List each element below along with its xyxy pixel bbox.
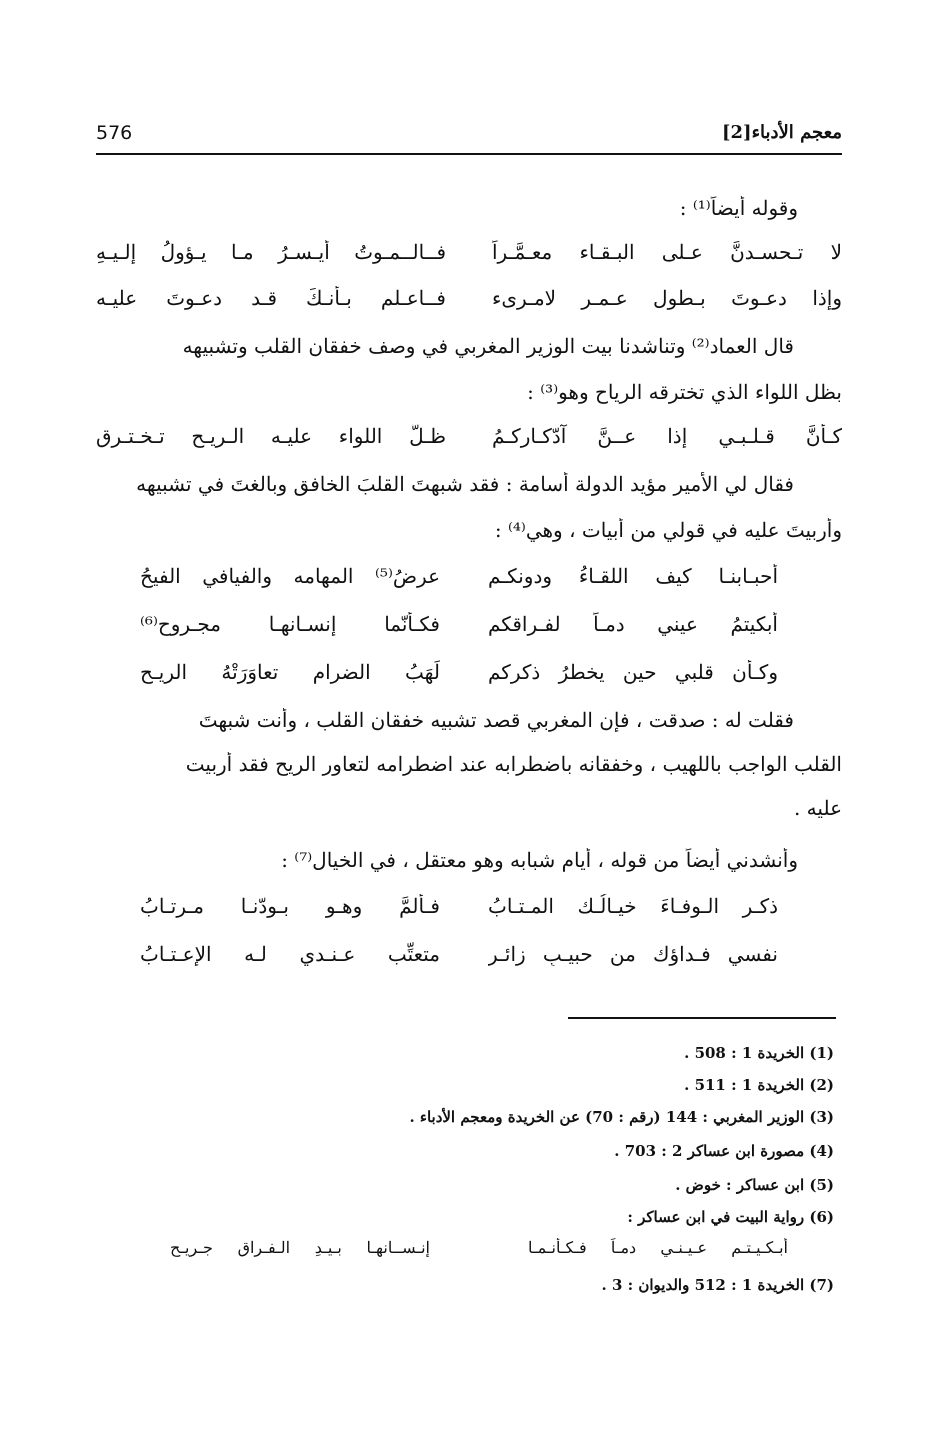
- paragraph-3-line-2: القلب الواجب باللهيب ، وخفقانه باضطرابه عند اضطرامه لتعاور الريح فقد أربيت: [185, 752, 842, 776]
- verse-5-second-hemistich: فكـأنّما إنسـانهـا مجـروح⁽⁶⁾: [140, 612, 440, 636]
- verse-line-6: [140, 660, 778, 700]
- verse-line-1: [96, 240, 842, 280]
- page-number: 576: [96, 122, 133, 144]
- running-head: [96, 122, 842, 152]
- verse-1-second-hemistich: فــالــمـوتُ أيـسـرُ مـا يـؤولُ إلـيـهِ: [96, 240, 446, 264]
- paragraph-2-line-1: فقال لي الأمير مؤيد الدولة أسامة : فقد شبهتَ القلبَ الخافق وبالغتَ في تشبيهه: [136, 472, 794, 496]
- verse-5-first-hemistich: أبكيتمُ عيني دمـاً لفـراقكم: [488, 612, 778, 636]
- verse-6-first-hemistich: وكـأن قلبي حين يخطرُ ذكركم: [488, 660, 778, 684]
- footnote-2: (2) الخريدة 1 : 511 .: [684, 1076, 834, 1094]
- paragraph-2-line-2: وأربيتَ عليه في قولي من أبيات ، وهي⁽⁴⁾ :: [494, 518, 842, 542]
- verse-8-second-hemistich: متعتِّب عـنـدي لـه الإعـتـابُ: [140, 942, 440, 966]
- paragraph-3-line-1: فقلت له : صدقت ، فإن المغربي قصد تشبيه خفقان القلب ، وأنت شبهتَ: [198, 708, 794, 732]
- verse-line-2: [96, 286, 842, 326]
- verse-line-4: [140, 564, 778, 604]
- verse-6-second-hemistich: لَهَبُ الضرام تعاوَرَتْهُ الريـح: [140, 660, 440, 684]
- footnote-5: (5) ابن عساكر : خوض .: [675, 1176, 834, 1194]
- footnote-7: (7) الخريدة 1 : 512 والديوان : 3 .: [601, 1276, 834, 1294]
- footnote-6: (6) رواية البيت في ابن عساكر :: [627, 1208, 834, 1226]
- paragraph-1-line-2: بظل اللواء الذي تخترقه الرياح وهو⁽³⁾ :: [527, 380, 842, 404]
- verse-8-first-hemistich: نفسي فـداؤك من حبيـبٍ زائـرٍ: [488, 942, 778, 966]
- book-title: معجم الأدباء[2]: [721, 122, 842, 143]
- paragraph-1-line-1: قال العماد⁽²⁾ وتناشدنا بيت الوزير المغربي في وصف خفقان القلب وتشبيهه: [182, 334, 794, 358]
- verse-line-7: [140, 894, 778, 934]
- verse-intro-1: وقوله أيضاً⁽¹⁾ :: [679, 196, 798, 220]
- footnote-rule: [568, 1017, 836, 1019]
- paragraph-3-line-3: عليه .: [793, 796, 842, 820]
- verse-line-3: [96, 424, 842, 464]
- verse-line-5: [140, 612, 778, 652]
- verse-7-second-hemistich: فـألمَّ وهـو بـودّنـا مـرتـابُ: [140, 894, 440, 918]
- verse-1-first-hemistich: لا تـحسـدنَّ عـلى البـقـاء معـمَّـراً: [492, 240, 842, 264]
- verse-4-first-hemistich: أحبـابنـا كيف اللقـاءُ ودونكـم: [488, 564, 778, 588]
- verse-line-8: [140, 942, 778, 982]
- footnote-6-second-hemistich: إنـســانهـا بـيـدِ الـفـراق جـريـح: [170, 1238, 430, 1257]
- verse-intro-2: وأنشدني أيضاً من قوله ، أيام شبابه وهو معتقل ، في الخيال⁽⁷⁾ :: [281, 848, 798, 872]
- verse-7-first-hemistich: ذكـر الـوفـاءَ خيـالُـك المـتـابُ: [488, 894, 778, 918]
- verse-2-second-hemistich: فــاعـلم بـأنـكَ قـد دعـوتَ عليـه: [96, 286, 446, 310]
- footnote-6-first-hemistich: أبـكـيـتـم عـيـنـي دمـاً فـكـأنـمـا: [528, 1238, 788, 1257]
- footnote-1: (1) الخريدة 1 : 508 .: [684, 1044, 834, 1062]
- header-rule: [96, 153, 842, 155]
- verse-3-second-hemistich: ظـلُّ اللواء عليـه الـريـح تـخـتـرق: [96, 424, 446, 448]
- verse-4-second-hemistich: عرضُ⁽⁵⁾ المهامه والفيافي الفيحُ: [140, 564, 440, 588]
- verse-3-first-hemistich: كـأنَّ قـلـبـي إذا عــنَّ آدّكـاركـمُ: [492, 424, 842, 448]
- footnote-3: (3) الوزير المغربي : 144 (رقم : 70) عن الخريدة ومعجم الأدباء .: [409, 1108, 834, 1126]
- footnote-4: (4) مصورة ابن عساكر 2 : 703 .: [614, 1142, 834, 1160]
- verse-2-first-hemistich: وإذا دعـوتَ بـطول عـمـرٍ لامـرىء: [492, 286, 842, 310]
